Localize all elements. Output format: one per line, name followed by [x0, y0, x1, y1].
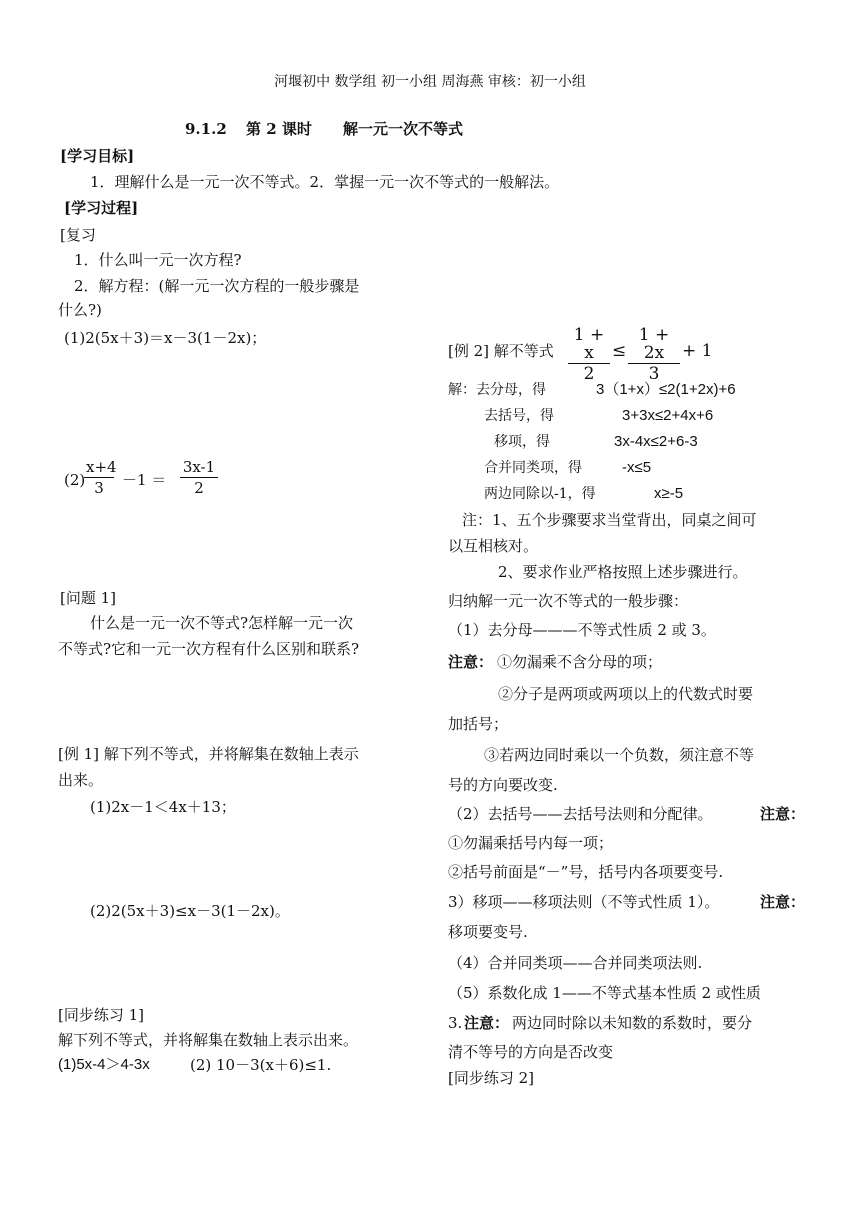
review-item-2-cont: 什么?) [58, 301, 102, 319]
note-2: 2、要求作业严格按照上述步骤进行。 [498, 563, 748, 581]
attention-item-2-cont: 加括号； [448, 715, 509, 733]
step-1-name: 解：去分母，得 [448, 382, 546, 398]
step-5-prefix: 3. [448, 1014, 463, 1032]
step-2-note-2: ②括号前面是“－”号，括号内各项要变号. [448, 863, 724, 881]
fraction-denominator: 2 [583, 364, 595, 384]
example-2-fraction-right [628, 326, 680, 383]
note-1-cont: 以互相核对。 [448, 537, 539, 555]
attention-label: 注意： [448, 653, 494, 671]
step-4-expression: -x≤5 [622, 459, 652, 476]
fraction-numerator: 3x-1 [182, 458, 216, 476]
lesson-number: 9.1.2 [185, 120, 227, 138]
practice-1-item-1: (1)5x-4＞4-3x [58, 1056, 150, 1073]
example-1-item-2: (2)2(5x＋3)≤x－3(1－2x)。 [90, 902, 290, 920]
process-heading: [学习过程] [64, 199, 139, 217]
step-2-name: 去括号，得 [484, 408, 554, 424]
step-summary-4: （4）合并同类项——合并同类项法则. [448, 954, 703, 972]
example-2-label: [例 2] 解不等式 [448, 342, 554, 360]
lesson-period: 第 2 课时 [246, 120, 312, 138]
review-heading: [复习 [60, 226, 96, 244]
example-1-text: [例 1] 解下列不等式，并将解集在数轴上表示 [58, 745, 359, 763]
step-5-expression: x≥-5 [654, 485, 684, 502]
attention-item-1: ①勿漏乘不含分母的项； [497, 653, 663, 671]
step-2-note-1: ①勿漏乘括号内每一项； [448, 834, 614, 852]
step-summary-3: 3）移项——移项法则（不等式性质 1）。 [448, 893, 720, 911]
attention-item-3-cont: 号的方向要改变. [448, 776, 558, 794]
question-text-2: 不等式?它和一元一次方程有什么区别和联系? [58, 640, 360, 658]
attention-item-3: ③若两边同时乘以一个负数，须注意不等 [484, 746, 755, 764]
example-1-item-1: (1)2x－1＜4x＋13； [90, 798, 236, 816]
lesson-title: 解一元一次不等式 [343, 120, 464, 138]
equation-2-fraction-right [180, 458, 218, 497]
step-5-note-cont: 清不等号的方向是否改变 [448, 1043, 614, 1061]
equation-1: (1)2(5x＋3)＝x－3(1－2x)； [64, 329, 267, 347]
page-header: 河堰初中 数学组 初一小组 周海燕 审核：初一小组 [274, 74, 586, 90]
step-4-name: 合并同类项，得 [484, 460, 582, 476]
equation-2-fraction-left [84, 458, 117, 497]
step-1-expression: 3（1+x）≤2(1+2x)+6 [596, 381, 736, 398]
note-1: 注：1、五个步骤要求当堂背出，同桌之间可 [462, 511, 757, 529]
fraction-numerator: 1 + 2x [638, 325, 670, 363]
fraction-denominator: 2 [194, 479, 204, 497]
fraction-numerator: x+4 [86, 458, 117, 476]
question-text-1: 什么是一元一次不等式?怎样解一元一次 [90, 614, 354, 632]
step-5-attention-label: 注意： [464, 1014, 510, 1032]
step-summary-1: （1）去分母———不等式性质 2 或 3。 [448, 621, 716, 639]
practice-1-item-2: (2) 10－3(x＋6)≤1. [190, 1056, 332, 1074]
step-3-attention-label: 注意： [760, 893, 806, 911]
step-5-note: 两边同时除以未知数的系数时，要分 [512, 1014, 753, 1032]
example-2-relation: ≤ [612, 341, 627, 361]
practice-1-heading: [同步练习 1] [58, 1006, 145, 1024]
attention-item-2: ②分子是两项或两项以上的代数式时要 [498, 685, 754, 703]
fraction-denominator: 3 [648, 364, 660, 384]
step-3-name: 移项，得 [494, 434, 550, 450]
example-2-tail: + 1 [682, 341, 713, 361]
summary-heading: 归纳解一元一次不等式的一般步骤： [448, 592, 689, 610]
step-3-expression: 3x-4x≤2+6-3 [614, 433, 698, 450]
fraction-denominator: 3 [94, 479, 104, 497]
step-5-name: 两边同除以-1，得 [484, 486, 596, 502]
step-3-note: 移项要变号. [448, 923, 528, 941]
practice-2-heading: [同步练习 2] [448, 1069, 535, 1087]
fraction-numerator: 1 + x [573, 325, 605, 363]
goal-text: 1．理解什么是一元一次不等式。2．掌握一元一次不等式的一般解法。 [90, 173, 560, 191]
step-2-attention-label: 注意： [760, 805, 806, 823]
goal-heading: [学习目标] [60, 147, 135, 165]
step-summary-2: （2）去括号——去括号法则和分配律。 [448, 805, 713, 823]
equation-2-middle: －1 ＝ [122, 471, 167, 489]
example-2-fraction-left [568, 326, 610, 383]
review-item-2: 2．解方程：(解一元一次方程的一般步骤是 [74, 277, 360, 295]
step-2-expression: 3+3x≤2+4x+6 [622, 407, 714, 424]
review-item-1: 1．什么叫一元一次方程? [74, 251, 242, 269]
equation-2-prefix: (2) [64, 471, 86, 489]
question-heading: [问题 1] [60, 589, 117, 607]
example-1-text-cont: 出来。 [58, 771, 104, 789]
step-summary-5: （5）系数化成 1——不等式基本性质 2 或性质 [448, 984, 761, 1002]
practice-1-text: 解下列不等式，并将解集在数轴上表示出来。 [58, 1031, 359, 1049]
